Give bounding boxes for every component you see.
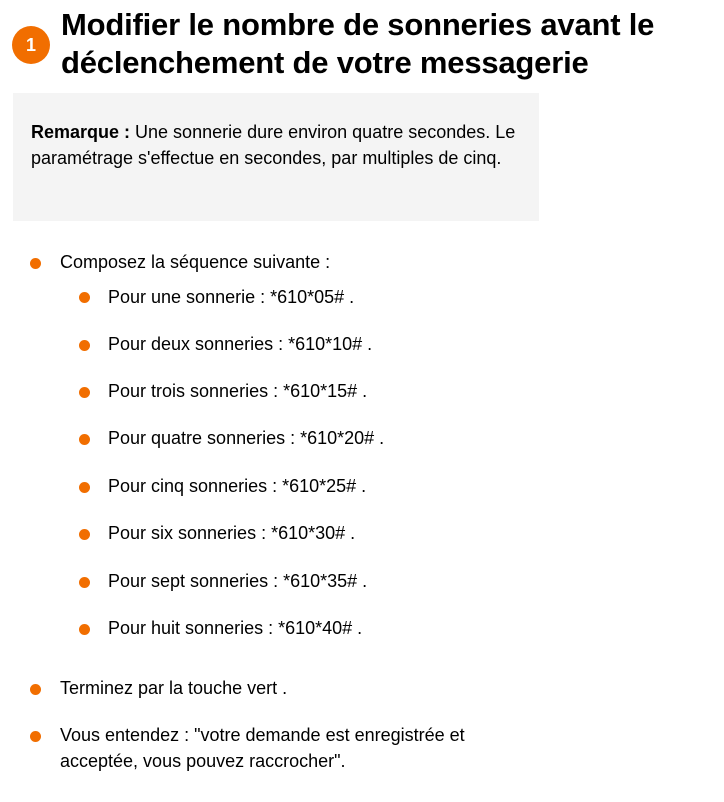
- bullet-icon: [30, 731, 41, 742]
- note-box: [13, 93, 539, 221]
- bullet-icon: [79, 292, 90, 303]
- hear-text: Vous entendez : "votre demande est enregistrée et acceptée, vous pouvez raccrocher".: [60, 725, 465, 771]
- note-label: Remarque :: [31, 122, 131, 142]
- note-text: Une sonnerie dure environ quatre secondes. Le paramétrage s'effectue en secondes, par multiples de cinq.: [31, 122, 516, 168]
- bullet-icon: [79, 529, 90, 540]
- bullet-icon: [79, 624, 90, 635]
- bullet-icon: [79, 577, 90, 588]
- sequence-text: Pour deux sonneries : *610*10# .: [108, 334, 373, 354]
- compose-text: Composez la séquence suivante :: [60, 252, 331, 272]
- sequence-text: Pour huit sonneries : *610*40# .: [108, 618, 363, 638]
- step-title: Modifier le nombre de sonneries avant le déclenchement de votre messagerie: [61, 7, 655, 80]
- bullet-icon: [79, 434, 90, 445]
- bullet-icon: [79, 482, 90, 493]
- sequence-text: Pour quatre sonneries : *610*20# .: [108, 428, 385, 448]
- sequence-text: Pour six sonneries : *610*30# .: [108, 523, 356, 543]
- sequence-text: Pour sept sonneries : *610*35# .: [108, 571, 368, 591]
- finish-text: Terminez par la touche vert .: [60, 678, 288, 698]
- sequence-text: Pour trois sonneries : *610*15# .: [108, 381, 368, 401]
- bullet-icon: [30, 258, 41, 269]
- sequence-text: Pour cinq sonneries : *610*25# .: [108, 476, 367, 496]
- bullet-icon: [79, 387, 90, 398]
- bullet-icon: [79, 340, 90, 351]
- step-number-badge: 1: [12, 26, 50, 64]
- bullet-icon: [30, 684, 41, 695]
- sequence-text: Pour une sonnerie : *610*05# .: [108, 287, 355, 307]
